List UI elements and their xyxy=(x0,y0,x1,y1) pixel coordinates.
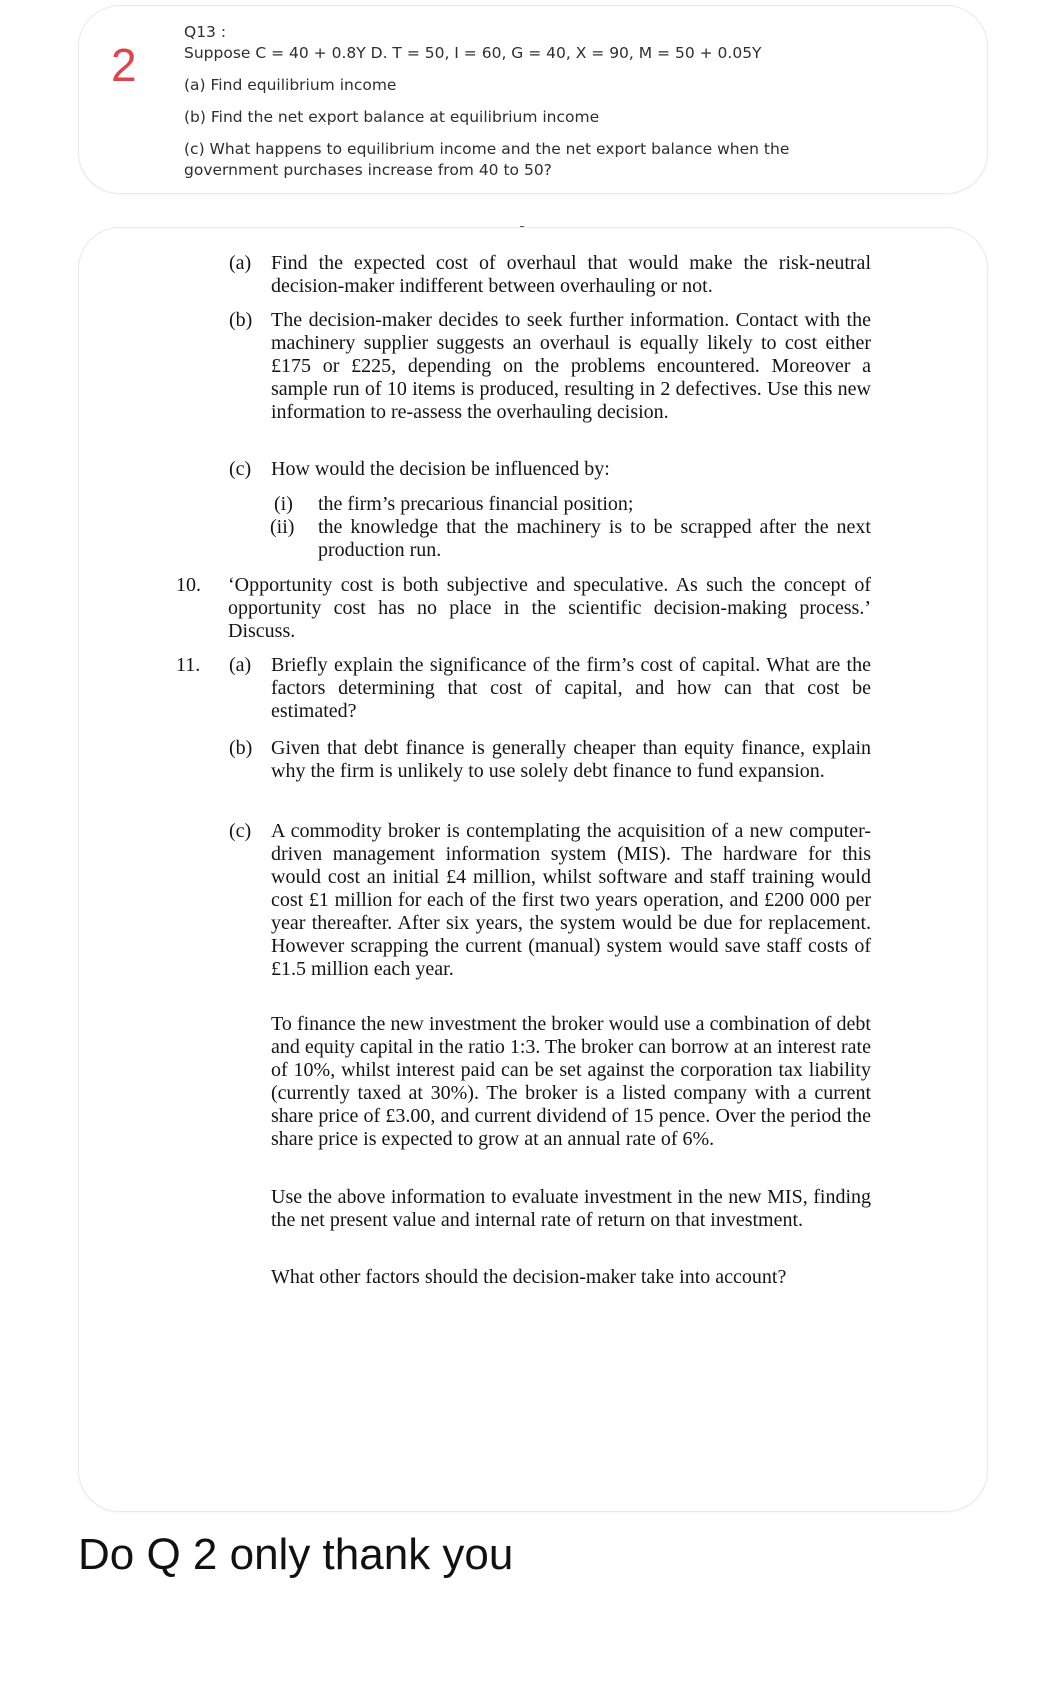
question-number: 10. xyxy=(176,574,201,596)
q13-prompt: Suppose C = 40 + 0.8Y D. T = 50, I = 60, G = 40, X = 90, M = 50 + 0.05Y xyxy=(184,44,762,62)
question-number-badge: 2 xyxy=(111,39,137,91)
question-number: 11. xyxy=(176,654,201,676)
part-text: Given that debt finance is generally cheaper than equity finance, explain why the firm is unlikely to use solely debt finance to fund expansion. xyxy=(271,737,871,782)
part-label: (c) xyxy=(229,458,252,480)
q13-part-b: (b) Find the net export balance at equilibrium income xyxy=(184,108,600,126)
q13-part-c-line1: (c) What happens to equilibrium income and the net export balance when the xyxy=(184,140,790,158)
q13-title: Q13 : xyxy=(184,23,227,41)
part-text: A commodity broker is contemplating the acquisition of a new computer-driven management information system (MIS). The hardware for this would cost an initial £4 million, whilst software and staff training would cost £1 million for each of the first two years operation, and £200 000 per year thereafter. After six years, the system would be due for replacement. However scrapping the current (manual) system would save staff costs of £1.5 million each year. xyxy=(271,820,871,980)
q13-block xyxy=(184,22,884,181)
q13-part-c-line2: government purchases increase from 40 to 50? xyxy=(184,161,552,179)
paragraph-text: What other factors should the decision-maker take into account? xyxy=(271,1266,787,1288)
q13-part-a: (a) Find equilibrium income xyxy=(184,76,397,94)
subpart-label: (ii) xyxy=(270,516,295,538)
part-label: (b) xyxy=(229,737,253,759)
subpart-label: (i) xyxy=(274,493,293,515)
part-label: (b) xyxy=(229,309,253,331)
paragraph-text: To finance the new investment the broker would use a combination of debt and equity capital in the ratio 1:3. The broker can borrow at an interest rate of 10%, whilst interest paid can be set against the corporation tax liability (currently taxed at 30%). The broker is a listed company with a current share price of £3.00, and current dividend of 15 pence. Over the period the share price is expected to grow at an annual rate of 6%. xyxy=(271,1013,871,1150)
part-label: (a) xyxy=(229,252,252,274)
subpart-text: the firm’s precarious financial position; xyxy=(318,493,634,515)
part-text: The decision-maker decides to seek further information. Contact with the machinery supplier suggests an overhaul is equally likely to cost either £175 or £225, depending on the problems encountered. Moreover a sample run of 10 items is produced, resulting in 2 defectives. Use this new information to re-assess the overhauling decision. xyxy=(271,309,871,423)
paragraph-text: Use the above information to evaluate investment in the new MIS, finding the net present value and internal rate of return on that investment. xyxy=(271,1186,871,1231)
part-label: (a) xyxy=(229,654,252,676)
subpart-text: the knowledge that the machinery is to be scrapped after the next production run. xyxy=(318,516,871,561)
part-text: How would the decision be influenced by: xyxy=(271,458,610,480)
message-text: Do Q 2 only thank you xyxy=(78,1530,514,1579)
part-text: Find the expected cost of overhaul that would make the risk-neutral decision-maker indifferent between overhauling or not. xyxy=(271,252,871,297)
question-text: ‘Opportunity cost is both subjective and speculative. As such the concept of opportunity cost has no place in the scientific decision-making process.’ Discuss. xyxy=(228,574,871,642)
part-label: (c) xyxy=(229,820,252,842)
part-text: Briefly explain the significance of the firm’s cost of capital. What are the factors determining that cost of capital, and how can that cost be estimated? xyxy=(271,654,871,722)
